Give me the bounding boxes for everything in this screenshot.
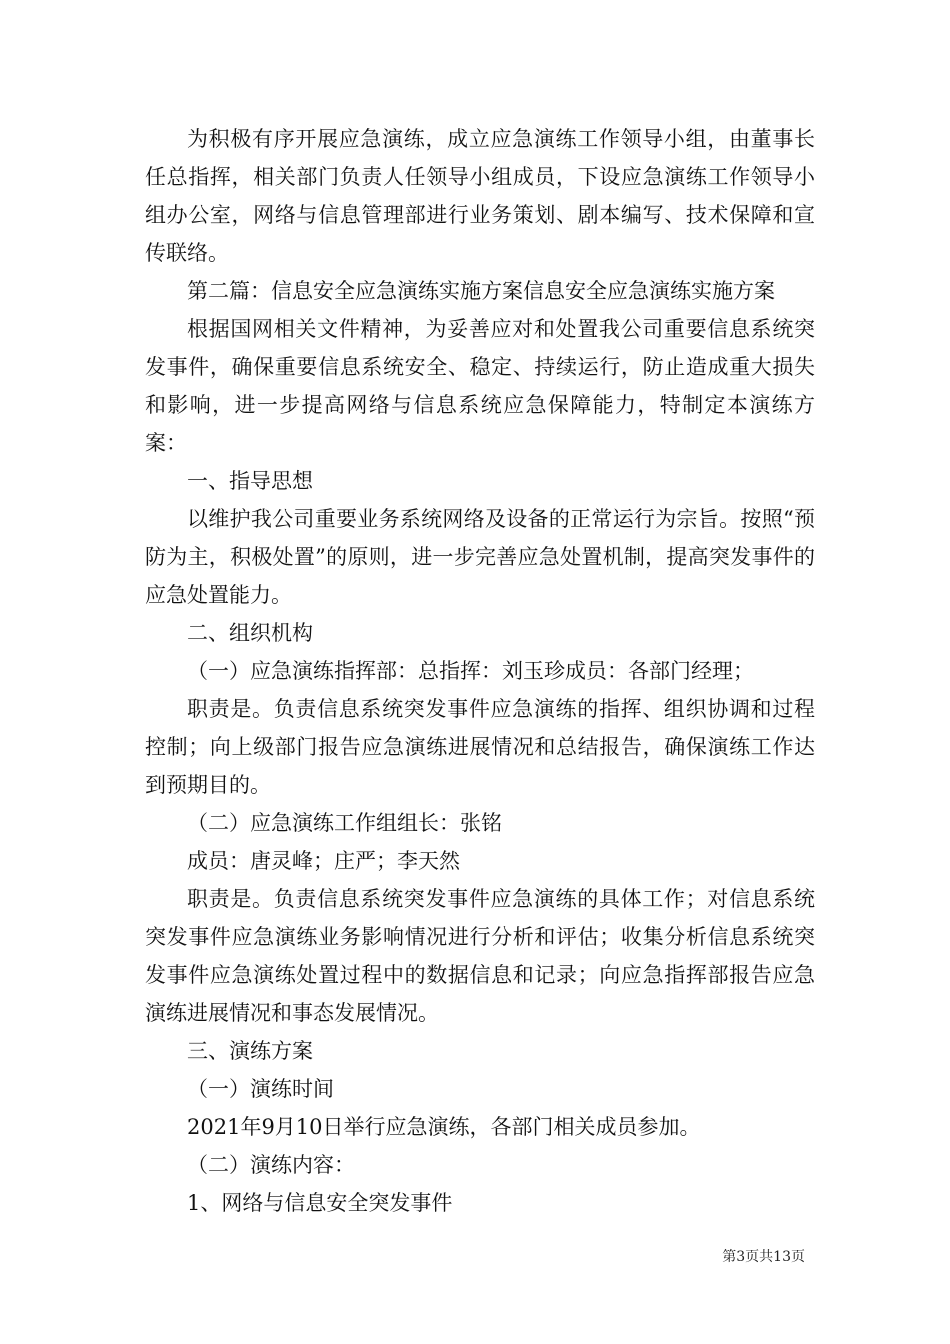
paragraph-command-center: （一）应急演练指挥部：总指挥：刘玉珍成员：各部门经理； xyxy=(187,659,754,683)
heading-organization: 二、组织机构 xyxy=(187,621,313,645)
heading-guiding-idea: 一、指导思想 xyxy=(187,469,313,493)
heading-drill-time: （一）演练时间 xyxy=(187,1077,334,1101)
paragraph-basis: 根据国网相关文件精神，为妥善应对和处置我公司重要信息系统突发事件，确保重要信息系统安全、稳定、持续运行，防止造成重大损失和影响，进一步提高网络与信息系统应急保障能力，特制定本演练方案： xyxy=(145,317,815,455)
paragraph-chapter-title: 第二篇：信息安全应急演练实施方案信息安全应急演练实施方案 xyxy=(187,279,775,303)
heading-drill-plan: 三、演练方案 xyxy=(187,1039,313,1063)
page-number-footer: 第3页共13页 xyxy=(722,1249,805,1265)
paragraph-drill-item-1: 1、网络与信息安全突发事件 xyxy=(187,1191,453,1215)
paragraph-working-group: （二）应急演练工作组组长：张铭 xyxy=(187,811,502,835)
paragraph-drill-time: 2021年9月10日举行应急演练，各部门相关成员参加。 xyxy=(187,1115,701,1139)
paragraph-intro: 为积极有序开展应急演练，成立应急演练工作领导小组，由董事长任总指挥，相关部门负责人任领导小组成员，下设应急演练工作领导小组办公室，网络与信息管理部进行业务策划、剧本编写、技术保障和宣传联络。 xyxy=(145,127,815,265)
paragraph-command-duties: 职责是。负责信息系统突发事件应急演练的指挥、组织协调和过程控制；向上级部门报告应急演练进展情况和总结报告，确保演练工作达到预期目的。 xyxy=(145,697,815,797)
paragraph-group-members: 成员：唐灵峰；庄严；李天然 xyxy=(187,849,460,873)
paragraph-guiding-idea: 以维护我公司重要业务系统网络及设备的正常运行为宗旨。按照“预防为主，积极处置”的原则，进一步完善应急处置机制，提高突发事件的应急处置能力。 xyxy=(145,507,815,607)
paragraph-group-duties: 职责是。负责信息系统突发事件应急演练的具体工作；对信息系统突发事件应急演练业务影响情况进行分析和评估；收集分析信息系统突发事件应急演练处置过程中的数据信息和记录；向应急指挥部报告应急演练进展情况和事态发展情况。 xyxy=(145,887,815,1025)
document-body xyxy=(145,120,815,1222)
heading-drill-content: （二）演练内容： xyxy=(187,1153,355,1177)
